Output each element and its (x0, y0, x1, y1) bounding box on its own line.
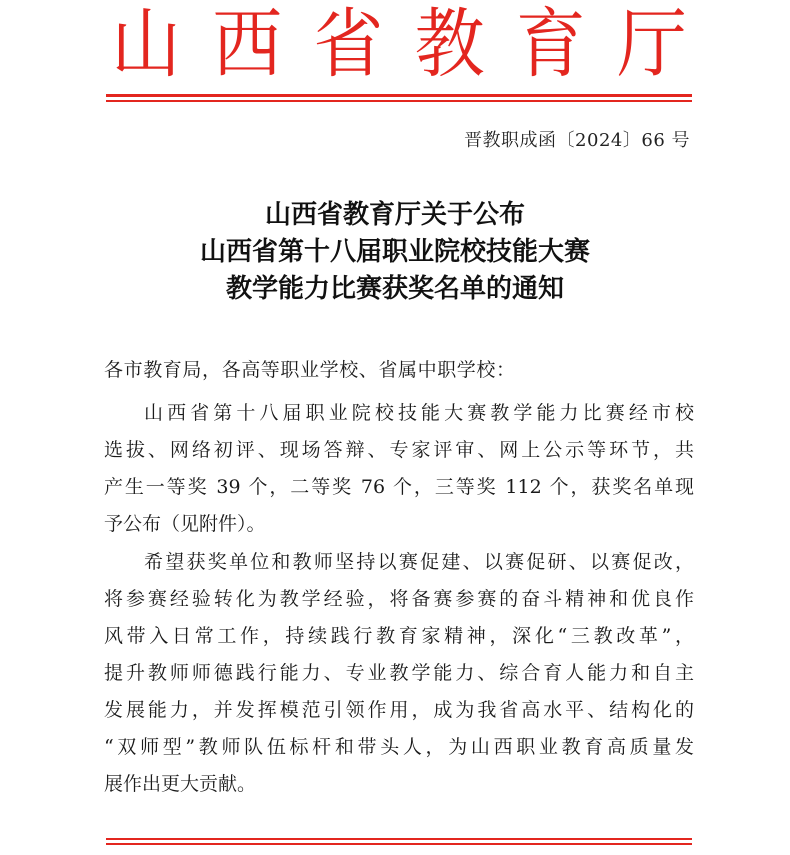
paragraph-line: 选拔、网络初评、现场答辩、专家评审、网上公示等环节，共 (104, 439, 694, 461)
paragraph-line: 发展能力，并发挥模范引领作用，成为我省高水平、结构化的 (104, 699, 694, 721)
paragraph-line: 予公布（见附件）。 (104, 513, 266, 535)
paragraph-line: 将参赛经验转化为教学经验，将备赛参赛的奋斗精神和优良作 (104, 588, 694, 610)
masthead-char: 厅 (616, 0, 687, 89)
footer-divider-thick (106, 838, 692, 840)
document-title (0, 197, 790, 308)
masthead-char: 西 (212, 0, 283, 89)
header-divider-thin (106, 100, 692, 102)
paragraph-line: 风带入日常工作，持续践行教育家精神，深化“三教改革”， (104, 625, 694, 647)
salutation: 各市教育局，各高等职业学校、省属中职学校： (104, 359, 516, 381)
masthead-char: 育 (515, 0, 586, 89)
document-number: 晋教职成函〔2024〕66 号 (464, 130, 690, 151)
paragraph-1 (104, 395, 694, 543)
title-line-2: 山西省第十八届职业院校技能大赛 (199, 237, 590, 267)
paragraph-line: 山西省第十八届职业院校技能大赛教学能力比赛经市校 (144, 402, 694, 424)
paragraph-line: 展作出更大贡献。 (104, 773, 257, 795)
masthead-char: 教 (414, 0, 485, 89)
footer-divider-thin (106, 843, 692, 845)
masthead-char: 省 (313, 0, 384, 89)
title-line-1: 山西省教育厅关于公布 (264, 200, 525, 230)
title-line-3: 教学能力比赛获奖名单的通知 (225, 274, 564, 304)
paragraph-line: 希望获奖单位和教师坚持以赛促建、以赛促研、以赛促改， (144, 551, 694, 573)
paragraph-line: 产生一等奖 39 个，二等奖 76 个，三等奖 112 个，获奖名单现 (104, 476, 694, 498)
paragraph-line: 提升教师师德践行能力、专业教学能力、综合育人能力和自主 (104, 662, 694, 684)
masthead-char: 山 (111, 0, 181, 89)
paragraph-line: “双师型”教师队伍标杆和带头人，为山西职业教育高质量发 (104, 736, 694, 758)
paragraph-2 (104, 544, 694, 803)
header-divider-thick (106, 94, 692, 97)
masthead-title (106, 0, 692, 89)
